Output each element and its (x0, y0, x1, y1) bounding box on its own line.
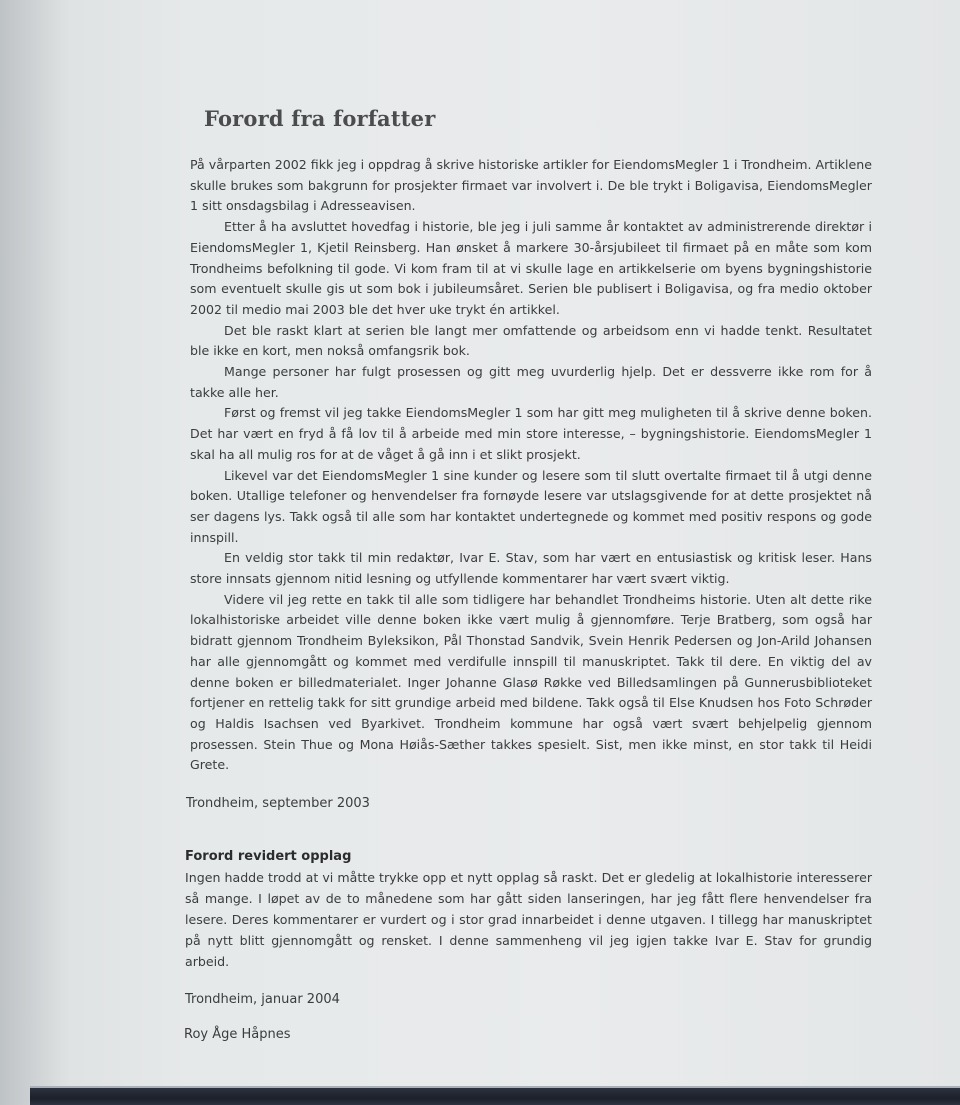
page-gutter-shadow (0, 0, 70, 1105)
paragraph: Først og fremst vil jeg takke EiendomsMegler 1 som har gitt meg muligheten til å skrive denne boken. Det har vært en fryd å få lov til å arbeide med min store interesse, – bygningshistorie. EiendomsMegler 1 skal ha all mulig ros for at de våget å gå inn i et slikt prosjekt. (190, 405, 872, 462)
paragraph: Videre vil jeg rette en takk til alle som tidligere har behandlet Trondheims historie. Uten alt dette rike lokalhistoriske arbeidet ville denne boken ikke vært mulig å gjennomføre. Terje Bratberg, som også har bidratt gjennom Trondheim Byleksikon, Pål Thonstad Sandvik, Svein Henrik Pedersen og Jon-Arild Johansen har alle gjennomgått og kommet med verdifulle innspill til manuskriptet. Takk til dere. En viktig del av denne boken er billedmaterialet. Inger Johanne Glasø Røkke ved Billedsamlingen på Gunnerusbiblioteket fortjener en rettelig takk for sitt grundige arbeid med bildene. Takk også til Else Knudsen hos Foto Schrøder og Haldis Isachsen ved Byarkivet. Trondheim kommune har også vært svært behjelpelig gjennom prosessen. Stein Thue og Mona Høiås-Sæther takkes spesielt. Sist, men ikke minst, en stor takk til Heidi Grete. (190, 591, 872, 773)
paragraph: Mange personer har fulgt prosessen og gitt meg uvurderlig hjelp. Det er dessverre ikke rom for å takke alle her. (190, 364, 872, 400)
author-name: Roy Åge Håpnes (184, 1027, 291, 1043)
revised-edition-section (185, 847, 872, 972)
paragraph: Etter å ha avsluttet hovedfag i historie, ble jeg i juli samme år kontaktet av administrerende direktør i EiendomsMegler 1, Kjetil Reinsberg. Han ønsket å markere 30-årsjubileet til firmaet på en måte som kom Trondheims befolkning til gode. Vi kom fram til at vi skulle lage en artikkelserie om byens bygningshistorie som eventuelt skulle gis ut som bok i jubileumsåret. Serien ble publisert i Boligavisa, og fra medio oktober 2002 til medio mai 2003 ble det hver uke trykt én artikkel. (190, 219, 872, 317)
page-content (184, 104, 872, 1043)
paragraph: Ingen hadde trodd at vi måtte trykke opp et nytt opplag så raskt. Det er gledelig at lokalhistorie interesserer så mange. I løpet av de to månedene som har gått siden lanseringen, har jeg fått flere henvendelser fra lesere. Deres kommentarer er vurdert og i stor grad innarbeidet i denne utgaven. I tillegg har manuskriptet på nytt blitt gjennomgått og rensket. I denne sammenheng vil jeg igjen takke Ivar E. Stav for grundig arbeid. (185, 870, 872, 970)
page-title: Forord fra forfatter (204, 106, 436, 131)
book-cover-edge (30, 1088, 960, 1105)
paragraph: Det ble raskt klart at serien ble langt mer omfattende og arbeidsom enn vi hadde tenkt. Resultatet ble ikke en kort, men nokså omfangsrik bok. (190, 322, 872, 359)
paragraph: En veldig stor takk til min redaktør, Ivar E. Stav, som har vært en entusiastisk og kritisk leser. Hans store innsats gjennom nitid lesning og utfyllende kommentarer har vært svært viktig. (190, 550, 872, 587)
paragraph: På vårparten 2002 fikk jeg i oppdrag å skrive historiske artikler for EiendomsMegler 1 i Trondheim. Artiklene skulle brukes som bakgrunn for prosjekter firmaet var involvert i. De ble trykt i Boligavisa, EiendomsMegler 1 sitt onsdagsbilag i Adresseavisen. (190, 157, 872, 214)
place-date-signoff: Trondheim, januar 2004 (185, 992, 340, 1008)
paragraph: Likevel var det EiendomsMegler 1 sine kunder og lesere som til slutt overtalte firmaet til å utgi denne boken. Utallige telefoner og henvendelser fra fornøyde lesere var utslagsgivende for at dette prosjektet nå ser dagens lys. Takk også til alle som har kontaktet undertegnede og kommet med positiv respons og gode innspill. (190, 467, 872, 545)
section-heading: Forord revidert opplag (185, 849, 352, 865)
foreword-body (190, 155, 872, 776)
place-date-signoff: Trondheim, september 2003 (186, 796, 370, 812)
